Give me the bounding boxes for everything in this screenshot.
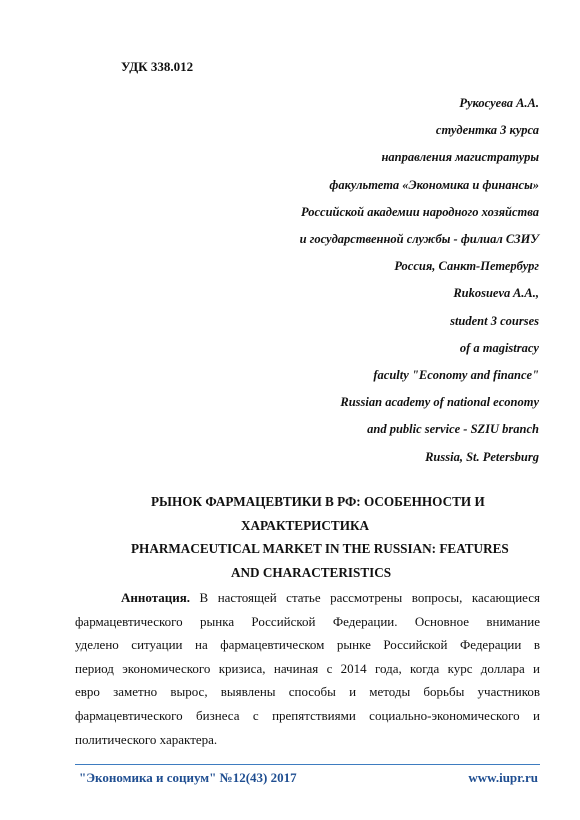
udk-code: УДК 338.012: [121, 59, 194, 74]
abstract-line-6: фармацевтического бизнеса с препятствиями социально-экономического и: [75, 707, 540, 723]
author-location-en: Russia, St. Petersburg: [425, 449, 539, 464]
abstract-paragraph: [75, 586, 540, 751]
abstract-line-1: [75, 586, 540, 610]
abstract-label: Аннотация.: [121, 590, 191, 605]
author-program-en: of a magistracy: [459, 340, 539, 355]
author-faculty-ru: факультета «Экономика и финансы»: [329, 177, 539, 192]
article-title: [75, 490, 540, 584]
author-faculty-en: faculty "Economy and finance": [373, 368, 539, 383]
author-info-block: [300, 90, 539, 471]
footer-website-link[interactable]: www.iupr.ru: [468, 770, 538, 785]
author-branch-en: and public service - SZIU branch: [367, 422, 539, 437]
abstract-line-3: уделено ситуации на фармацевтическом рынке Российской Федерации в: [75, 637, 540, 653]
abstract-line-5: евро заметно вырос, выявлены способы и методы борьбы участников: [75, 684, 540, 700]
abstract-line-4: период экономического кризиса, начиная с 2014 года, когда курс доллара и: [75, 660, 540, 676]
title-ru-line-1: РЫНОК ФАРМАЦЕВТИКИ В РФ: ОСОБЕННОСТИ И: [151, 494, 485, 509]
footer-divider: [75, 764, 540, 765]
author-branch-ru: и государственной службы - филиал СЗИУ: [299, 232, 539, 247]
abstract-line-7: политического характера.: [75, 731, 218, 747]
author-name-ru: Рукосуева А.А.: [459, 96, 539, 110]
abstract-line-2: фармацевтического рынка Российской Федерации. Основное внимание: [75, 613, 540, 629]
abstract-line-1-text: В настоящей статье рассмотрены вопросы, касающиеся: [190, 590, 540, 605]
author-academy-en: Russian academy of national economy: [340, 395, 539, 410]
author-location-ru: Россия, Санкт-Петербург: [394, 259, 539, 274]
title-en-line-1: PHARMACEUTICAL MARKET IN THE RUSSIAN: FEATURES: [131, 541, 509, 556]
title-ru-line-2: ХАРАКТЕРИСТИКА: [241, 517, 370, 533]
author-academy-ru: Российской академии народного хозяйства: [301, 204, 539, 219]
author-name-en: Rukosueva A.A.,: [453, 286, 539, 301]
author-status-ru: студентка 3 курса: [435, 123, 539, 138]
author-program-ru: направления магистратуры: [381, 150, 539, 165]
footer-journal-name: "Экономика и социум" №12(43) 2017: [79, 770, 297, 785]
title-en-line-2: AND CHARACTERISTICS: [231, 564, 392, 580]
author-status-en: student 3 courses: [450, 313, 539, 328]
